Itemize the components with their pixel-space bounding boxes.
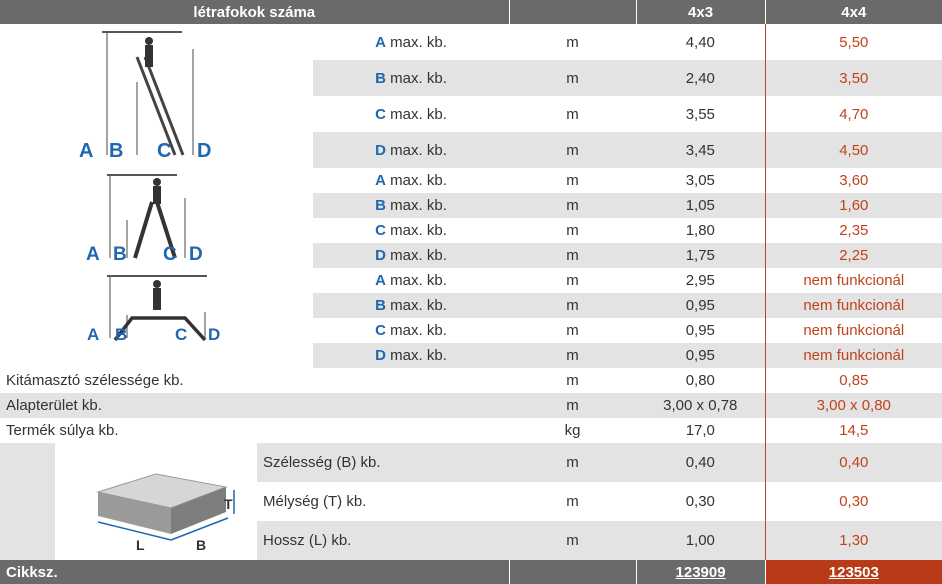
unit-cell: m [509, 293, 636, 318]
ladder-platform-icon [0, 268, 313, 368]
unit-cell: m [509, 243, 636, 268]
dim-letter-c: C [156, 140, 171, 162]
value-4x4: 14,5 [765, 418, 942, 443]
value-4x3: 0,95 [636, 293, 765, 318]
footer-row [0, 560, 942, 584]
value-4x3: 2,40 [636, 60, 765, 96]
value-4x3: 17,0 [685, 422, 715, 439]
table-row [0, 368, 942, 393]
unit-cell: m [566, 493, 579, 510]
box-dimensions-icon [55, 443, 257, 560]
row-label: Kitámasztó szélessége kb. [6, 372, 184, 389]
value-4x4: 3,00 x 0,80 [765, 393, 942, 418]
value-4x4: 0,40 [765, 443, 942, 482]
ladder-a-frame-icon [0, 168, 313, 268]
value-4x3: 3,55 [685, 105, 715, 123]
row-label: A max. kb. [375, 272, 447, 289]
article-link-4x4[interactable]: 123503 [828, 563, 879, 581]
unit-cell: m [566, 33, 579, 51]
ladder-leaning-icon [0, 24, 313, 168]
value-4x3: 0,40 [636, 443, 765, 482]
row-label: Termék súlya kb. [6, 422, 119, 439]
row-label: D max. kb. [313, 132, 509, 168]
unit-cell: kg [564, 422, 581, 439]
table-row [0, 443, 942, 482]
row-label: Szélesség (B) kb. [257, 443, 509, 482]
footer-label: Cikksz. [0, 560, 509, 584]
value-4x3: 3,45 [636, 132, 765, 168]
unit-cell: m [509, 521, 636, 560]
row-label: C max. kb. [375, 222, 447, 239]
unit-cell: m [509, 193, 636, 218]
dim-letter-d: D [207, 325, 220, 344]
unit-cell: m [566, 322, 579, 339]
unit-cell: m [566, 272, 579, 289]
header-col-4x3: 4x3 [636, 0, 765, 24]
dim-letter-c: C [174, 325, 187, 344]
row-label: B max. kb. [313, 60, 509, 96]
value-4x4: 4,50 [765, 132, 942, 168]
dim-letter-t: T [224, 495, 233, 512]
value-4x3: 3,05 [685, 172, 715, 189]
value-4x4: 5,50 [765, 24, 942, 60]
unit-cell: m [509, 393, 636, 418]
unit-cell: m [566, 172, 579, 189]
dim-letter-a: A [78, 140, 93, 162]
value-4x4: 2,35 [765, 218, 942, 243]
dim-letter-a: A [85, 244, 100, 265]
value-4x4: 0,30 [765, 482, 942, 521]
header-unit [509, 0, 636, 24]
dim-letter-d: D [196, 140, 211, 162]
unit-cell: m [509, 443, 636, 482]
value-4x3: 4,40 [685, 33, 715, 51]
table-row [0, 418, 942, 443]
row-label: Alapterület kb. [0, 393, 509, 418]
table-row [0, 268, 942, 293]
row-label: Hossz (L) kb. [257, 521, 509, 560]
dim-letter-b: B [108, 140, 123, 162]
value-4x4: nem funkcionál [765, 318, 942, 343]
value-4x4: 2,25 [765, 243, 942, 268]
footer-code-4x4 [765, 560, 942, 584]
row-label: B max. kb. [313, 193, 509, 218]
row-label: A max. kb. [375, 33, 447, 51]
header-col-4x4: 4x4 [765, 0, 942, 24]
dim-letter-b: B [114, 325, 127, 344]
value-4x3: 0,95 [636, 343, 765, 368]
row-label: C max. kb. [375, 322, 447, 339]
value-4x3: 1,05 [636, 193, 765, 218]
value-4x3: 1,80 [685, 222, 715, 239]
row-label: B max. kb. [313, 293, 509, 318]
row-label: D max. kb. [313, 343, 509, 368]
value-4x4: 3,50 [765, 60, 942, 96]
value-4x3: 0,80 [685, 372, 715, 389]
value-4x3: 1,75 [636, 243, 765, 268]
value-4x3: 1,00 [636, 521, 765, 560]
value-4x4: nem funkcionál [765, 268, 942, 293]
unit-cell: m [509, 60, 636, 96]
row-label: A max. kb. [375, 172, 447, 189]
footer-unit [509, 560, 636, 584]
table-row [0, 168, 942, 193]
value-4x4: nem funkcionál [765, 343, 942, 368]
dim-letter-c: C [162, 244, 177, 265]
unit-cell: m [509, 132, 636, 168]
value-4x4: 1,60 [765, 193, 942, 218]
dim-letter-b-box: B [196, 536, 207, 552]
table-row [0, 24, 942, 60]
dim-letter-a: A [86, 325, 99, 344]
value-4x3: 0,30 [685, 493, 715, 510]
row-label: C max. kb. [375, 105, 447, 123]
article-link-4x3[interactable]: 123909 [675, 563, 726, 581]
unit-cell: m [566, 105, 579, 123]
unit-cell: m [566, 372, 579, 389]
value-4x4: nem funkcionál [765, 293, 942, 318]
dim-letter-l: L [136, 536, 145, 552]
header-title: létrafokok száma [0, 0, 509, 24]
unit-cell: m [566, 222, 579, 239]
value-4x4: 1,30 [765, 521, 942, 560]
dim-letter-b: B [112, 244, 127, 265]
header-row [0, 0, 942, 24]
value-4x4: 4,70 [765, 96, 942, 132]
value-4x3: 0,95 [685, 322, 715, 339]
value-4x4: 3,60 [765, 168, 942, 193]
value-4x3: 2,95 [685, 272, 715, 289]
table-row [0, 393, 942, 418]
row-label: D max. kb. [313, 243, 509, 268]
dim-gutter [0, 443, 55, 560]
value-4x3: 3,00 x 0,78 [636, 393, 765, 418]
footer-code-4x3 [636, 560, 765, 584]
value-4x4: 0,85 [765, 368, 942, 393]
row-label: Mélység (T) kb. [263, 493, 367, 510]
unit-cell: m [509, 343, 636, 368]
dim-letter-d: D [188, 244, 203, 265]
